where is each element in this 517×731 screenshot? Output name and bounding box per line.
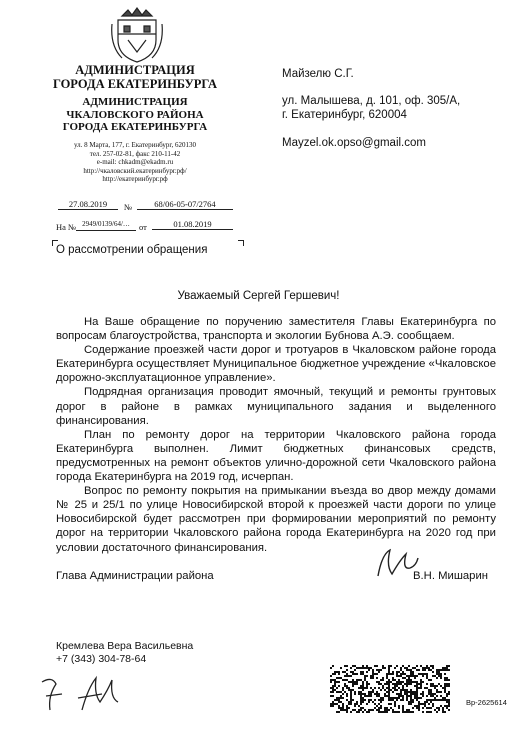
contact-phone: тел. 257-02-81, факс 210-11-42 — [89, 149, 181, 158]
incoming-number: 2949/0139/64/… — [76, 219, 136, 231]
recipient-email[interactable]: Mayzel.ok.opso@gmail.com — [282, 137, 426, 149]
salutation: Уважаемый Сергей Гершевич! — [177, 290, 340, 302]
recipient-address-line-2: г. Екатеринбург, 620004 — [282, 109, 407, 121]
from-label: от — [139, 222, 147, 232]
document-barcode — [330, 664, 450, 714]
paragraph-2: Содержание проезжей части дорог и тротуаров в Чкаловском районе города Екатеринбурга осуществляет Муниципальное бюджетное учреждение «Чкаловское дорожно-эксплуатационное управление». — [56, 344, 496, 385]
paragraph-4: План по ремонту дорог на территории Чкаловского района города Екатеринбурга выполнен. Лимит бюджетных финансовых средств, предусмотренных на ремонт объектов улично-дорожной сети Чкаловского района города Екатеринбурга на 2019 год, исчерпан. — [56, 428, 496, 484]
contact-website-1: http://чкаловский.екатеринбург.рф/ — [83, 166, 187, 175]
outgoing-date: 27.08.2019 — [58, 199, 118, 210]
outgoing-number: 68/06-05-07/2764 — [137, 199, 233, 210]
letter-body — [56, 315, 496, 555]
org-line-2: ГОРОДА ЕКАТЕРИНБУРГА — [52, 77, 218, 91]
signer-name: В.Н. Мишарин — [413, 570, 489, 582]
org-line-1: АДМИНИСТРАЦИЯ — [75, 63, 195, 77]
contact-website-2: http://екатеринбург.рф — [102, 175, 168, 184]
signer-position: Глава Администрации района — [56, 570, 214, 582]
coat-of-arms-emblem — [110, 6, 164, 64]
contact-email: e-mail: chkadm@ekadm.ru — [96, 158, 174, 167]
contact-address: ул. 8 Марта, 177, г. Екатеринбург, 620130 — [73, 141, 197, 149]
paragraph-5: Вопрос по ремонту покрытия на примыкании въезда во двор между домами № 25 и 25/1 по улице Новосибирской второй к проезжей части дороги по улице Новосибирской будет рассмотрен при формировании мероприятий по ремонту дорог на территории Чкаловского района города Екатеринбурга на 2020 год при условии достаточного финансирования. — [56, 485, 496, 554]
organization-title — [40, 63, 230, 91]
sub-organization-title — [40, 96, 230, 134]
recipient-address-line-1: ул. Малышева, д. 101, оф. 305/А, — [282, 95, 461, 107]
sub-org-line-3: ГОРОДА ЕКАТЕРИНБУРГА — [62, 121, 208, 133]
executor-phone: +7 (343) 304-78-64 — [56, 653, 147, 665]
executor-name: Кремлева Вера Васильевна — [56, 640, 194, 652]
sub-org-line-1: АДМИНИСТРАЦИЯ — [82, 96, 188, 108]
incoming-number-label: На № — [56, 222, 77, 232]
organization-contacts — [40, 141, 230, 184]
paragraph-3: Подрядная организация проводит ямочный, текущий и ремонты грунтовых дорог в районе в рамках муниципального задания и выделенного финансирования. — [56, 386, 496, 427]
letter-subject: О рассмотрении обращения — [56, 244, 208, 256]
document-code: Вр-2625614 — [466, 698, 507, 707]
approval-initials-signature — [38, 672, 122, 714]
number-label: № — [124, 202, 133, 212]
sub-org-line-2: ЧКАЛОВСКОГО РАЙОНА — [66, 108, 204, 121]
recipient-name: Майзелю С.Г. — [282, 68, 354, 80]
paragraph-1: На Ваше обращение по поручению заместителя Главы Екатеринбурга по вопросам благоустройства, транспорта и экологии Бубнова А.Э. сообщаем. — [56, 316, 496, 343]
incoming-date: 01.08.2019 — [152, 219, 233, 230]
subject-bracket-right-icon — [238, 240, 244, 246]
